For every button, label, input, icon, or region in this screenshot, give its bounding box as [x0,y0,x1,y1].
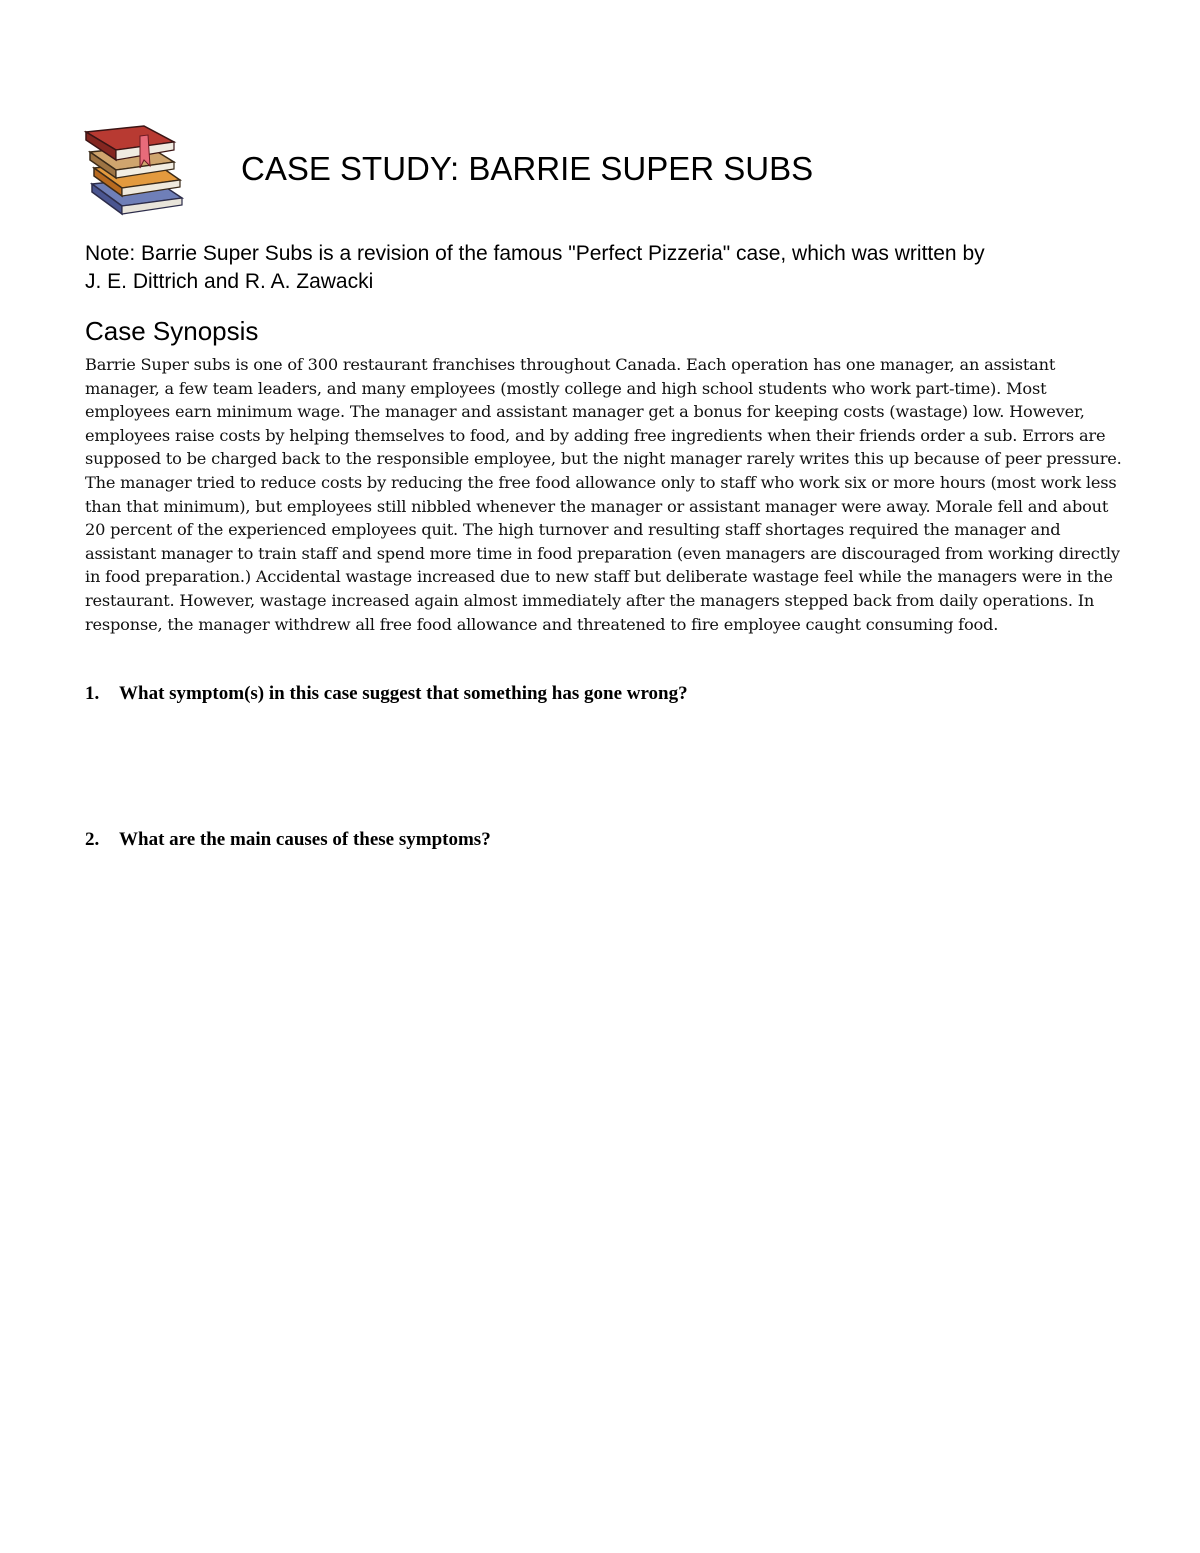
note-text: Note: Barrie Super Subs is a revision of the famous "Perfect Pizzeria" case, which was written by [85,242,985,265]
question-number: 1. [85,683,100,704]
section-heading-synopsis: Case Synopsis [85,316,259,346]
question-number: 2. [85,829,100,850]
question-item [85,683,688,705]
question-text: What are the main causes of these symptoms? [119,829,491,850]
page-title: CASE STUDY: BARRIE SUPER SUBS [241,150,814,187]
attribution-note [85,240,1145,296]
question-item [85,829,491,851]
synopsis-paragraph: Barrie Super subs is one of 300 restaurant franchises throughout Canada. Each operation has one manager, an assistant manager, a few team leaders, and many employees (mostly college and high school students who work part-time). Most employees earn minimum wage. The manager and assistant manager get a bonus for keeping costs (wastage) low. However, employees raise costs by helping themselves to food, and by adding free ingredients when their friends order a sub. Errors are supposed to be charged back to the responsible employee, but the night manager rarely writes this up because of peer pressure. The manager tried to reduce costs by reducing the free food allowance only to staff who work six or more hours (most work less than that minimum), but employees still nibbled whenever the manager or assistant manager were away. Morale fell and about 20 percent of the experienced employees quit. The high turnover and resulting staff shortages required the manager and assistant manager to train staff and spend more time in food preparation (even managers are discouraged from working directly in food preparation.) Accidental wastage increased due to new staff but deliberate wastage feel while the managers were in the restaurant. However, wastage increased again almost immediately after the managers stepped back from daily operations. In response, the manager withdrew all free food allowance and threatened to fire employee caught consuming food. [85,355,1122,634]
books-icon [82,122,190,216]
note-authors: J. E. Dittrich and R. A. Zawacki [85,270,374,293]
question-text: What symptom(s) in this case suggest that something has gone wrong? [119,683,688,704]
